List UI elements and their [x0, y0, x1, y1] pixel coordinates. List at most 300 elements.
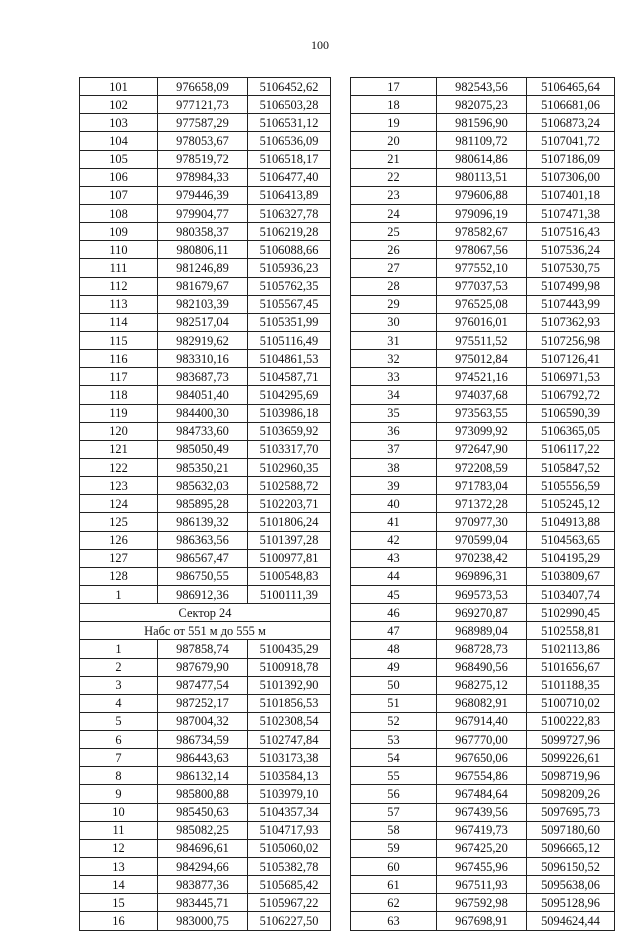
x-coordinate-cell: 968275,12	[437, 676, 527, 694]
point-number-cell: 41	[351, 513, 437, 531]
x-coordinate-cell: 977121,73	[158, 96, 248, 114]
table-row	[351, 96, 615, 114]
point-number-cell: 51	[351, 694, 437, 712]
y-coordinate-cell: 5101656,67	[527, 658, 615, 676]
table-row	[80, 458, 331, 476]
point-number-cell: 127	[80, 549, 158, 567]
point-number-cell: 3	[80, 676, 158, 694]
table-row	[80, 331, 331, 349]
table-row	[351, 894, 615, 912]
point-number-cell: 36	[351, 422, 437, 440]
x-coordinate-cell: 973099,92	[437, 422, 527, 440]
table-row	[351, 186, 615, 204]
point-number-cell: 59	[351, 839, 437, 857]
point-number-cell: 102	[80, 96, 158, 114]
table-row	[80, 150, 331, 168]
coordinates-table-left	[79, 77, 331, 931]
y-coordinate-cell: 5106531,12	[248, 114, 331, 132]
x-coordinate-cell: 972647,90	[437, 440, 527, 458]
x-coordinate-cell: 985800,88	[158, 785, 248, 803]
table-row	[80, 858, 331, 876]
point-number-cell: 4	[80, 694, 158, 712]
y-coordinate-cell: 5106219,28	[248, 223, 331, 241]
table-row	[351, 839, 615, 857]
x-coordinate-cell: 986734,59	[158, 731, 248, 749]
table-row	[351, 749, 615, 767]
y-coordinate-cell: 5106365,05	[527, 422, 615, 440]
point-number-cell: 125	[80, 513, 158, 531]
table-row	[80, 749, 331, 767]
x-coordinate-cell: 985050,49	[158, 440, 248, 458]
y-coordinate-cell: 5107256,98	[527, 331, 615, 349]
x-coordinate-cell: 972208,59	[437, 458, 527, 476]
y-coordinate-cell: 5100548,83	[248, 567, 331, 585]
y-coordinate-cell: 5102203,71	[248, 495, 331, 513]
y-coordinate-cell: 5096665,12	[527, 839, 615, 857]
x-coordinate-cell: 978053,67	[158, 132, 248, 150]
point-number-cell: 37	[351, 440, 437, 458]
x-coordinate-cell: 985632,03	[158, 477, 248, 495]
point-number-cell: 8	[80, 767, 158, 785]
x-coordinate-cell: 982517,04	[158, 313, 248, 331]
table-row	[351, 513, 615, 531]
table-row	[80, 785, 331, 803]
x-coordinate-cell: 979096,19	[437, 204, 527, 222]
table-row	[351, 132, 615, 150]
table-row	[351, 531, 615, 549]
point-number-cell: 15	[80, 894, 158, 912]
x-coordinate-cell: 967770,00	[437, 731, 527, 749]
point-number-cell: 11	[80, 821, 158, 839]
y-coordinate-cell: 5095638,06	[527, 876, 615, 894]
table-row	[351, 313, 615, 331]
point-number-cell: 38	[351, 458, 437, 476]
y-coordinate-cell: 5106117,22	[527, 440, 615, 458]
x-coordinate-cell: 978519,72	[158, 150, 248, 168]
x-coordinate-cell: 980806,11	[158, 241, 248, 259]
y-coordinate-cell: 5103173,38	[248, 749, 331, 767]
point-number-cell: 7	[80, 749, 158, 767]
point-number-cell: 108	[80, 204, 158, 222]
point-number-cell: 1	[80, 585, 158, 603]
table-row	[80, 676, 331, 694]
point-number-cell: 44	[351, 567, 437, 585]
x-coordinate-cell: 986363,56	[158, 531, 248, 549]
point-number-cell: 35	[351, 404, 437, 422]
y-coordinate-cell: 5102990,45	[527, 604, 615, 622]
x-coordinate-cell: 979446,39	[158, 186, 248, 204]
table-row	[80, 549, 331, 567]
x-coordinate-cell: 986567,47	[158, 549, 248, 567]
table-row	[80, 277, 331, 295]
table-row	[351, 386, 615, 404]
x-coordinate-cell: 976658,09	[158, 78, 248, 96]
y-coordinate-cell: 5098209,26	[527, 785, 615, 803]
y-coordinate-cell: 5106873,24	[527, 114, 615, 132]
x-coordinate-cell: 980113,51	[437, 168, 527, 186]
point-number-cell: 123	[80, 477, 158, 495]
point-number-cell: 43	[351, 549, 437, 567]
x-coordinate-cell: 981679,67	[158, 277, 248, 295]
y-coordinate-cell: 5105567,45	[248, 295, 331, 313]
table-row	[351, 114, 615, 132]
table-row	[80, 259, 331, 277]
table-row	[351, 422, 615, 440]
point-number-cell: 114	[80, 313, 158, 331]
point-number-cell: 13	[80, 858, 158, 876]
table-row	[351, 622, 615, 640]
point-number-cell: 12	[80, 839, 158, 857]
y-coordinate-cell: 5102308,54	[248, 712, 331, 730]
x-coordinate-cell: 970238,42	[437, 549, 527, 567]
y-coordinate-cell: 5095128,96	[527, 894, 615, 912]
y-coordinate-cell: 5103659,92	[248, 422, 331, 440]
table-row	[351, 712, 615, 730]
point-number-cell: 45	[351, 585, 437, 603]
table-row	[80, 132, 331, 150]
x-coordinate-cell: 970977,30	[437, 513, 527, 531]
y-coordinate-cell: 5107443,99	[527, 295, 615, 313]
y-coordinate-cell: 5107186,09	[527, 150, 615, 168]
point-number-cell: 111	[80, 259, 158, 277]
point-number-cell: 52	[351, 712, 437, 730]
x-coordinate-cell: 967698,91	[437, 912, 527, 930]
x-coordinate-cell: 979904,77	[158, 204, 248, 222]
x-coordinate-cell: 975511,52	[437, 331, 527, 349]
point-number-cell: 128	[80, 567, 158, 585]
table-row	[351, 731, 615, 749]
y-coordinate-cell: 5104357,34	[248, 803, 331, 821]
x-coordinate-cell: 985082,25	[158, 821, 248, 839]
point-number-cell: 40	[351, 495, 437, 513]
y-coordinate-cell: 5096150,52	[527, 858, 615, 876]
x-coordinate-cell: 984294,66	[158, 858, 248, 876]
table-row	[80, 477, 331, 495]
point-number-cell: 110	[80, 241, 158, 259]
y-coordinate-cell: 5106681,06	[527, 96, 615, 114]
point-number-cell: 113	[80, 295, 158, 313]
y-coordinate-cell: 5104913,88	[527, 513, 615, 531]
point-number-cell: 10	[80, 803, 158, 821]
point-number-cell: 33	[351, 368, 437, 386]
table-row	[80, 567, 331, 585]
x-coordinate-cell: 986750,55	[158, 567, 248, 585]
table-row	[351, 168, 615, 186]
y-coordinate-cell: 5104587,71	[248, 368, 331, 386]
table-row	[80, 440, 331, 458]
point-number-cell: 55	[351, 767, 437, 785]
table-row	[80, 295, 331, 313]
point-number-cell: 103	[80, 114, 158, 132]
sector-title: Сектор 24	[80, 604, 331, 622]
point-number-cell: 47	[351, 622, 437, 640]
y-coordinate-cell: 5097180,60	[527, 821, 615, 839]
section-header-row	[80, 604, 331, 622]
table-row	[351, 331, 615, 349]
x-coordinate-cell: 985450,63	[158, 803, 248, 821]
point-number-cell: 50	[351, 676, 437, 694]
y-coordinate-cell: 5107041,72	[527, 132, 615, 150]
y-coordinate-cell: 5101188,35	[527, 676, 615, 694]
point-number-cell: 121	[80, 440, 158, 458]
table-row	[80, 767, 331, 785]
x-coordinate-cell: 967554,86	[437, 767, 527, 785]
x-coordinate-cell: 975012,84	[437, 350, 527, 368]
table-row	[351, 676, 615, 694]
point-number-cell: 119	[80, 404, 158, 422]
x-coordinate-cell: 986139,32	[158, 513, 248, 531]
table-row	[80, 585, 331, 603]
table-row	[80, 313, 331, 331]
y-coordinate-cell: 5105245,12	[527, 495, 615, 513]
point-number-cell: 22	[351, 168, 437, 186]
point-number-cell: 56	[351, 785, 437, 803]
x-coordinate-cell: 978582,67	[437, 223, 527, 241]
x-coordinate-cell: 987858,74	[158, 640, 248, 658]
y-coordinate-cell: 5105351,99	[248, 313, 331, 331]
x-coordinate-cell: 986912,36	[158, 585, 248, 603]
x-coordinate-cell: 982919,62	[158, 331, 248, 349]
point-number-cell: 19	[351, 114, 437, 132]
table-row	[351, 858, 615, 876]
table-row	[80, 368, 331, 386]
y-coordinate-cell: 5107471,38	[527, 204, 615, 222]
x-coordinate-cell: 969896,31	[437, 567, 527, 585]
y-coordinate-cell: 5101397,28	[248, 531, 331, 549]
page-number: 100	[311, 38, 329, 52]
y-coordinate-cell: 5107536,24	[527, 241, 615, 259]
x-coordinate-cell: 977587,29	[158, 114, 248, 132]
x-coordinate-cell: 976525,08	[437, 295, 527, 313]
table-row	[351, 640, 615, 658]
point-number-cell: 9	[80, 785, 158, 803]
y-coordinate-cell: 5098719,96	[527, 767, 615, 785]
y-coordinate-cell: 5102960,35	[248, 458, 331, 476]
x-coordinate-cell: 978984,33	[158, 168, 248, 186]
point-number-cell: 14	[80, 876, 158, 894]
table-row	[80, 712, 331, 730]
y-coordinate-cell: 5105382,78	[248, 858, 331, 876]
point-number-cell: 48	[351, 640, 437, 658]
point-number-cell: 117	[80, 368, 158, 386]
table-row	[80, 658, 331, 676]
point-number-cell: 21	[351, 150, 437, 168]
x-coordinate-cell: 968989,04	[437, 622, 527, 640]
x-coordinate-cell: 980358,37	[158, 223, 248, 241]
point-number-cell: 42	[351, 531, 437, 549]
point-number-cell: 105	[80, 150, 158, 168]
table-row	[80, 168, 331, 186]
y-coordinate-cell: 5105060,02	[248, 839, 331, 857]
x-coordinate-cell: 987679,90	[158, 658, 248, 676]
point-number-cell: 57	[351, 803, 437, 821]
x-coordinate-cell: 986443,63	[158, 749, 248, 767]
table-row	[351, 785, 615, 803]
point-number-cell: 16	[80, 912, 158, 930]
y-coordinate-cell: 5105685,42	[248, 876, 331, 894]
x-coordinate-cell: 983000,75	[158, 912, 248, 930]
table-row	[351, 259, 615, 277]
point-number-cell: 112	[80, 277, 158, 295]
point-number-cell: 18	[351, 96, 437, 114]
y-coordinate-cell: 5106088,66	[248, 241, 331, 259]
point-number-cell: 26	[351, 241, 437, 259]
x-coordinate-cell: 967439,56	[437, 803, 527, 821]
point-number-cell: 39	[351, 477, 437, 495]
table-row	[351, 604, 615, 622]
y-coordinate-cell: 5107306,00	[527, 168, 615, 186]
point-number-cell: 29	[351, 295, 437, 313]
table-row	[80, 223, 331, 241]
point-number-cell: 32	[351, 350, 437, 368]
table-row	[351, 295, 615, 313]
y-coordinate-cell: 5107530,75	[527, 259, 615, 277]
point-number-cell: 107	[80, 186, 158, 204]
x-coordinate-cell: 969573,53	[437, 585, 527, 603]
table-row	[351, 204, 615, 222]
table-row	[351, 277, 615, 295]
x-coordinate-cell: 982103,39	[158, 295, 248, 313]
point-number-cell: 23	[351, 186, 437, 204]
y-coordinate-cell: 5106971,53	[527, 368, 615, 386]
x-coordinate-cell: 967484,64	[437, 785, 527, 803]
point-number-cell: 106	[80, 168, 158, 186]
y-coordinate-cell: 5106327,78	[248, 204, 331, 222]
y-coordinate-cell: 5100918,78	[248, 658, 331, 676]
table-row	[80, 114, 331, 132]
x-coordinate-cell: 978067,56	[437, 241, 527, 259]
table-row	[80, 731, 331, 749]
x-coordinate-cell: 967650,06	[437, 749, 527, 767]
x-coordinate-cell: 986132,14	[158, 767, 248, 785]
table-row	[80, 531, 331, 549]
x-coordinate-cell: 985350,21	[158, 458, 248, 476]
section-header-row	[80, 622, 331, 640]
x-coordinate-cell: 967511,93	[437, 876, 527, 894]
table-row	[351, 368, 615, 386]
y-coordinate-cell: 5103809,67	[527, 567, 615, 585]
x-coordinate-cell: 970599,04	[437, 531, 527, 549]
table-row	[351, 658, 615, 676]
x-coordinate-cell: 971372,28	[437, 495, 527, 513]
table-row	[351, 350, 615, 368]
y-coordinate-cell: 5100977,81	[248, 549, 331, 567]
point-number-cell: 34	[351, 386, 437, 404]
point-number-cell: 46	[351, 604, 437, 622]
table-row	[80, 694, 331, 712]
x-coordinate-cell: 983445,71	[158, 894, 248, 912]
x-coordinate-cell: 979606,88	[437, 186, 527, 204]
y-coordinate-cell: 5105847,52	[527, 458, 615, 476]
y-coordinate-cell: 5107401,18	[527, 186, 615, 204]
y-coordinate-cell: 5104861,53	[248, 350, 331, 368]
point-number-cell: 24	[351, 204, 437, 222]
table-row	[351, 404, 615, 422]
table-row	[351, 440, 615, 458]
y-coordinate-cell: 5104563,65	[527, 531, 615, 549]
table-row	[80, 422, 331, 440]
y-coordinate-cell: 5102588,72	[248, 477, 331, 495]
table-row	[351, 458, 615, 476]
point-number-cell: 1	[80, 640, 158, 658]
y-coordinate-cell: 5104195,29	[527, 549, 615, 567]
y-coordinate-cell: 5107499,98	[527, 277, 615, 295]
table-row	[351, 150, 615, 168]
point-number-cell: 31	[351, 331, 437, 349]
table-row	[80, 821, 331, 839]
point-number-cell: 124	[80, 495, 158, 513]
point-number-cell: 104	[80, 132, 158, 150]
x-coordinate-cell: 971783,04	[437, 477, 527, 495]
point-number-cell: 116	[80, 350, 158, 368]
x-coordinate-cell: 983687,73	[158, 368, 248, 386]
table-row	[80, 186, 331, 204]
table-row	[351, 821, 615, 839]
y-coordinate-cell: 5106536,09	[248, 132, 331, 150]
point-number-cell: 118	[80, 386, 158, 404]
x-coordinate-cell: 982543,56	[437, 78, 527, 96]
table-row	[351, 223, 615, 241]
x-coordinate-cell: 984051,40	[158, 386, 248, 404]
y-coordinate-cell: 5100710,02	[527, 694, 615, 712]
y-coordinate-cell: 5106590,39	[527, 404, 615, 422]
y-coordinate-cell: 5101392,90	[248, 676, 331, 694]
y-coordinate-cell: 5102113,86	[527, 640, 615, 658]
y-coordinate-cell: 5105762,35	[248, 277, 331, 295]
y-coordinate-cell: 5104717,93	[248, 821, 331, 839]
point-number-cell: 101	[80, 78, 158, 96]
point-number-cell: 62	[351, 894, 437, 912]
y-coordinate-cell: 5106413,89	[248, 186, 331, 204]
y-coordinate-cell: 5106477,40	[248, 168, 331, 186]
point-number-cell: 120	[80, 422, 158, 440]
point-number-cell: 6	[80, 731, 158, 749]
x-coordinate-cell: 976016,01	[437, 313, 527, 331]
y-coordinate-cell: 5100222,83	[527, 712, 615, 730]
x-coordinate-cell: 968082,91	[437, 694, 527, 712]
x-coordinate-cell: 983877,36	[158, 876, 248, 894]
x-coordinate-cell: 987252,17	[158, 694, 248, 712]
y-coordinate-cell: 5105936,23	[248, 259, 331, 277]
point-number-cell: 53	[351, 731, 437, 749]
table-row	[80, 640, 331, 658]
y-coordinate-cell: 5105116,49	[248, 331, 331, 349]
point-number-cell: 61	[351, 876, 437, 894]
x-coordinate-cell: 967914,40	[437, 712, 527, 730]
y-coordinate-cell: 5094624,44	[527, 912, 615, 930]
x-coordinate-cell: 987477,54	[158, 676, 248, 694]
y-coordinate-cell: 5103584,13	[248, 767, 331, 785]
x-coordinate-cell: 981109,72	[437, 132, 527, 150]
table-row	[80, 839, 331, 857]
x-coordinate-cell: 977552,10	[437, 259, 527, 277]
point-number-cell: 20	[351, 132, 437, 150]
y-coordinate-cell: 5101806,24	[248, 513, 331, 531]
y-coordinate-cell: 5099727,96	[527, 731, 615, 749]
point-number-cell: 5	[80, 712, 158, 730]
table-row	[351, 495, 615, 513]
table-row	[351, 241, 615, 259]
y-coordinate-cell: 5104295,69	[248, 386, 331, 404]
x-coordinate-cell: 967592,98	[437, 894, 527, 912]
table-row	[351, 803, 615, 821]
y-coordinate-cell: 5106227,50	[248, 912, 331, 930]
x-coordinate-cell: 967419,73	[437, 821, 527, 839]
x-coordinate-cell: 981596,90	[437, 114, 527, 132]
y-coordinate-cell: 5097695,73	[527, 803, 615, 821]
point-number-cell: 30	[351, 313, 437, 331]
table-row	[351, 876, 615, 894]
